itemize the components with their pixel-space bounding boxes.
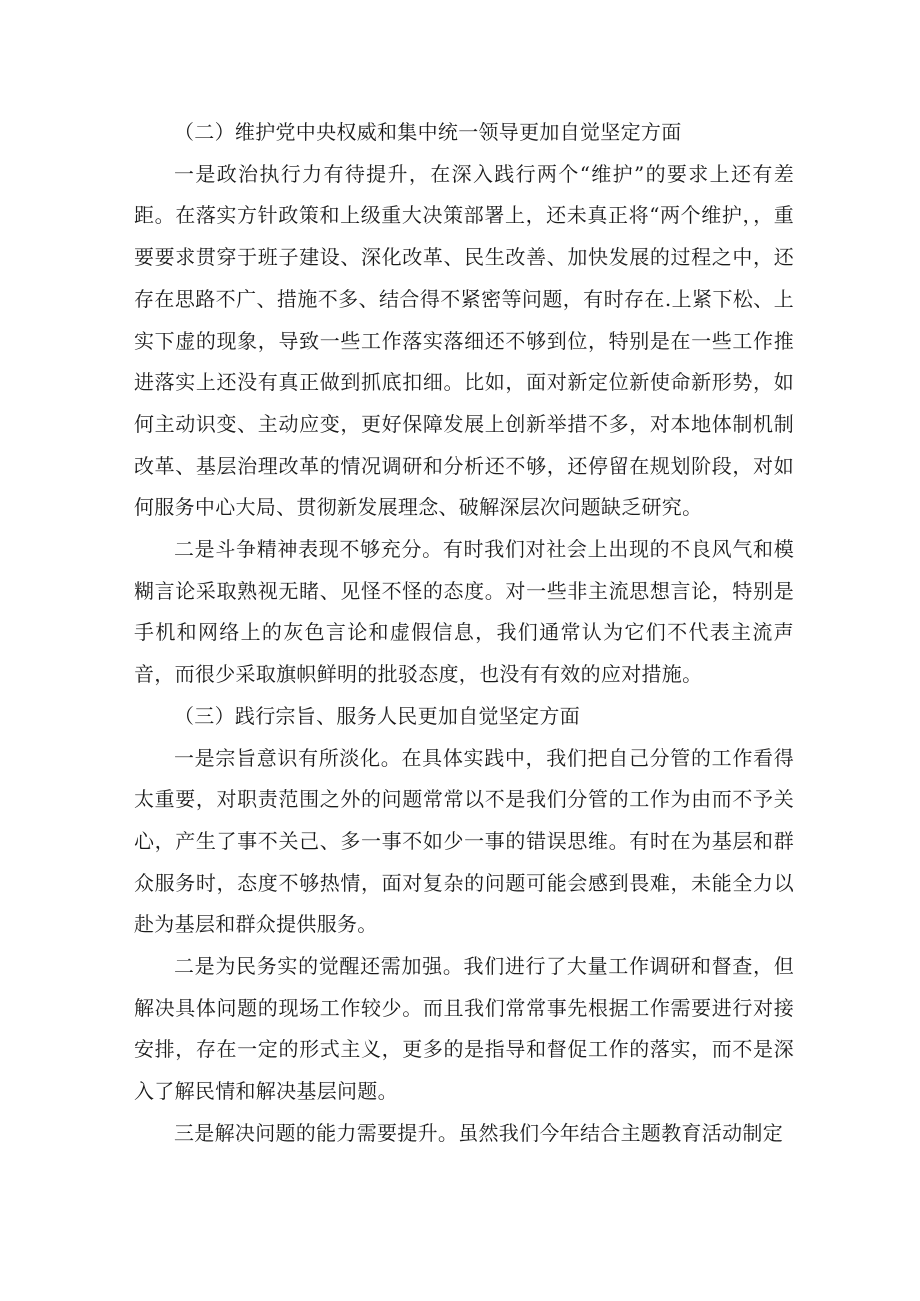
paragraph: 三是解决问题的能力需要提升。虽然我们今年结合主题教育活动制定	[174, 1120, 783, 1145]
section-heading-2: （二）维护党中央权威和集中统一领导更加自觉坚定方面	[174, 120, 682, 144]
paragraph: 一是政治执行力有待提升，在深入践行两个“维护”的要求上还有差距。在落实方针政策和上级重大决策部署上，还未真正将“两个维护，，重要要求贯穿于班子建设、深化改革、民生改善、加快发展的过程之中，还存在思路不广、措施不多、结合得不紧密等问题，有时存在.上紧下松、上实下虚的现象，导致一些工作落实落细还不够到位，特别是在一些工作推进落实上还没有真正做到抓底扣细。比如，面对新定位新使命新形势，如何主动识变、主动应变，更好保障发展上创新举措不多，对本地体制机制改革、基层治理改革的情况调研和分析还不够，还停留在规划阶段，对如何服务中心大局、贯彻新发展理念、破解深层次问题缺乏研究。	[134, 161, 794, 520]
document-body	[134, 112, 794, 1155]
paragraph: 一是宗旨意识有所淡化。在具体实践中，我们把自己分管的工作看得太重要，对职责范围之外的问题常常以不是我们分管的工作为由而不予关心，产生了事不关己、多一事不如少一事的错误思维。有时在为基层和群众服务时，态度不够热情，面对复杂的问题可能会感到畏难，未能全力以赴为基层和群众提供服务。	[134, 745, 794, 937]
paragraph: 二是斗争精神表现不够充分。有时我们对社会上出现的不良风气和模糊言论采取熟视无睹、见怪不怪的态度。对一些非主流思想言论，特别是手机和网络上的灰色言论和虚假信息，我们通常认为它们不代表主流声音，而很少采取旗帜鲜明的批驳态度，也没有有效的应对措施。	[134, 537, 794, 687]
paragraph: 二是为民务实的觉醒还需加强。我们进行了大量工作调研和督查，但解决具体问题的现场工作较少。而且我们常常事先根据工作需要进行对接安排，存在一定的形式主义，更多的是指导和督促工作的落实，而不是深入了解民情和解决基层问题。	[134, 954, 794, 1104]
section-heading-3: （三）践行宗旨、服务人民更加自觉坚定方面	[174, 703, 580, 728]
